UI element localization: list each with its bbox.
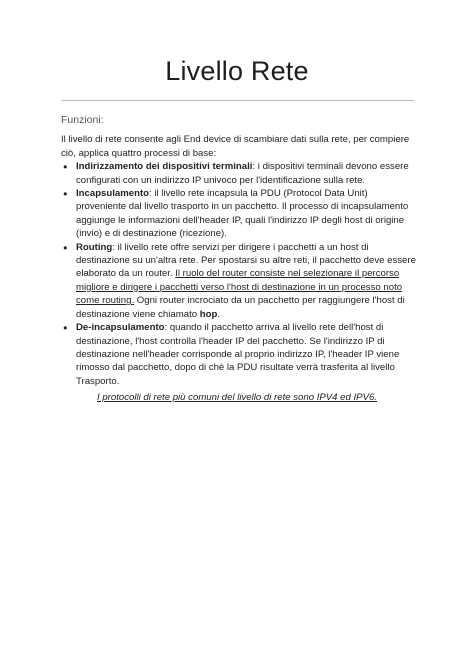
term-addressing: Indirizzamento dei dispositivi terminali bbox=[76, 161, 253, 173]
term-decapsulation: De-incapsulamento bbox=[76, 322, 165, 334]
footer-note: I protocolli di rete più comuni del livello di rete sono IPV4 ed IPV6. bbox=[97, 392, 377, 403]
routing-highlight: Il ruolo del router consiste nel selezionare il percorso migliore e dirigere i pacchetti verso l'host di destinazione in un processo noto come routing. bbox=[76, 268, 403, 307]
page-title: Livello Rete bbox=[165, 56, 309, 86]
list-item-encapsulation bbox=[61, 187, 418, 241]
section-heading: Funzioni: bbox=[61, 114, 104, 126]
desc-routing-b: Ogni router incrociato da un pacchetto per raggiungere l'host di destinazione viene chiamato bbox=[76, 295, 405, 320]
desc-routing-end: . bbox=[217, 308, 220, 320]
term-encapsulation: Incapsulamento bbox=[76, 188, 150, 200]
document-body bbox=[61, 114, 418, 388]
term-hop: hop bbox=[199, 308, 218, 320]
list-item-decapsulation bbox=[61, 321, 418, 388]
process-list bbox=[61, 160, 418, 388]
list-item-addressing bbox=[61, 160, 418, 187]
desc-routing-a: : il livello rete offre servizi per dirigere i pacchetti a un host di destinazione su un'altra rete. Per spostarsi su altre reti, il pacchetto deve essere elaborato da un router. bbox=[76, 241, 416, 280]
desc-addressing: : i dispositivi terminali devono essere configurati con un indirizzo IP univoco per l'identificazione sulla rete. bbox=[76, 161, 409, 186]
term-routing: Routing bbox=[76, 241, 113, 253]
list-item-routing bbox=[61, 241, 418, 321]
desc-encapsulation: : il livello rete incapsula la PDU (Protocol Data Unit) proveniente dal livello trasporto in un pacchetto. Il processo di incapsulamento aggiunge le informazioni dell'header IP, quali l'indirizzo IP degli host di origine (invio) e di destinazione (ricezione). bbox=[76, 188, 409, 240]
intro-paragraph: Il livello di rete consente agli End device di scambiare dati sulla rete, per compiere ciò, applica quattro processi di base: bbox=[61, 134, 410, 159]
title-divider bbox=[61, 100, 414, 101]
desc-decapsulation: : quando il pacchetto arriva al livello rete dell'host di destinazione, l'host controlla l'header IP del pacchetto. Se l'indirizzo IP di destinazione nell'header corrisponde al proprio indirizzo IP, l'header IP viene rimosso dal pacchetto, dopo di chè la PDU risultate verrà trasferita al livello Trasporto. bbox=[76, 322, 400, 387]
